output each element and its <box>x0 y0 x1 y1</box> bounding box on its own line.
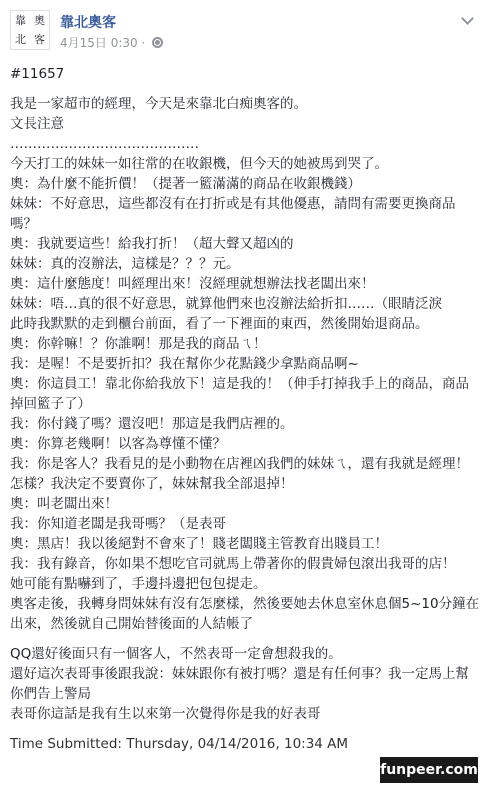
post-meta <box>60 34 163 51</box>
text-line: QQ還好後面只有一個客人，不然表哥一定會想殺我的。 <box>10 646 342 662</box>
page-name-link[interactable]: 靠北奧客 <box>60 15 116 31</box>
text-line: 我：你知道老闆是我哥嗎？（是表哥 <box>10 516 226 532</box>
text-line: 奧客走後，我轉身問妹妹有沒有怎麼樣，然後要她去休息室休息個5~10分鐘在出來，然後就自己開始替後面的人結帳了 <box>10 596 480 632</box>
text-line: 我：你是客人？我看見的是小動物在店裡凶我們的妹妹ㄟ，還有我就是經理！怎樣？我決定不要賣你了，妹妹幫我全部退掉！ <box>10 456 469 492</box>
post-body <box>10 64 482 754</box>
text-line: 奧：黑店！我以後絕對不會來了！賤老闆賤主管教育出賤員工！ <box>10 536 388 552</box>
text-line: 我：你付錢了嗎？還沒吧！那這是我們店裡的。 <box>10 416 294 432</box>
text-line: 奧：你這員工！靠北你給我放下！這是我的！（伸手打掉我手上的商品，商品掉回籃子了） <box>10 376 469 412</box>
text-line: 奧：你算老幾啊！以客為尊懂不懂？ <box>10 436 226 452</box>
text-line: 我：是喔！不是要折扣？我在幫你少花點錢少拿點商品啊~ <box>10 356 359 372</box>
avatar-char: 靠 <box>15 14 26 27</box>
intro <box>10 94 482 134</box>
text-line: 我：我有錄音，你如果不想吃官司就馬上帶著你的假貴婦包滾出我哥的店！ <box>10 556 456 572</box>
avatar-char: 奧 <box>34 14 45 27</box>
globe-icon <box>152 37 163 48</box>
text-line: 奧：為什麼不能折價！（提著一籃滿滿的商品在收銀機錢） <box>10 176 361 192</box>
post-header <box>10 10 480 54</box>
text-line: 她可能有點嚇到了，手邊抖邊把包包提走。 <box>10 576 267 592</box>
text-line: 奧：這什麼態度！叫經理出來！沒經理就想辦法找老闆出來！ <box>10 276 375 292</box>
text-line: 我是一家超市的經理，今天是來靠北白痴奧客的。 <box>10 96 307 112</box>
story <box>10 154 482 634</box>
text-line: 奧：我就要這些！給我打折！（超大聲又超凶的 <box>10 236 294 252</box>
time-submitted: Time Submitted: Thursday, 04/14/2016, 10:34 AM <box>10 736 349 752</box>
avatar-char: 北 <box>15 33 26 46</box>
ending <box>10 644 482 724</box>
text-line: 妹妹：不好意思，這些都沒有在打折或是有其他優惠，請問有需要更換商品嗎？ <box>10 196 456 232</box>
text-line: 文長注意 <box>10 116 64 132</box>
divider-line: …………………………………… <box>10 136 199 152</box>
post-id: #11657 <box>10 66 65 82</box>
text-line: 表哥你這話是我有生以來第一次覺得你是我的好表哥 <box>10 706 321 722</box>
chevron-down-icon[interactable] <box>461 12 474 25</box>
text-line: 還好這次表哥事後跟我說：妹妹跟你有被打嗎？還是有任何事？我一定馬上幫你們告上警局 <box>10 666 469 702</box>
post-date[interactable]: 4月15日 <box>60 36 107 50</box>
post-time[interactable]: 0:30 <box>110 36 138 50</box>
meta-separator: · <box>141 36 146 50</box>
text-line: 妹妹：真的沒辦法，這樣是？？？元。 <box>10 256 240 272</box>
text-line: 奧：叫老闆出來！ <box>10 496 118 512</box>
text-line: 奧：你幹嘛！？你誰啊！那是我的商品ㄟ！ <box>10 336 267 352</box>
text-line: 妹妹：唔…真的很不好意思，就算他們來也沒辦法給折扣……（眼睛泛淚 <box>10 296 442 312</box>
text-line: 此時我默默的走到櫃台前面，看了一下裡面的東西，然後開始退商品。 <box>10 316 429 332</box>
watermark: funpeer.com <box>380 757 478 783</box>
page-avatar[interactable] <box>10 10 50 50</box>
text-line: 今天打工的妹妹一如往常的在收銀機，但今天的她被馬到哭了。 <box>10 156 388 172</box>
avatar-char: 客 <box>34 33 45 46</box>
